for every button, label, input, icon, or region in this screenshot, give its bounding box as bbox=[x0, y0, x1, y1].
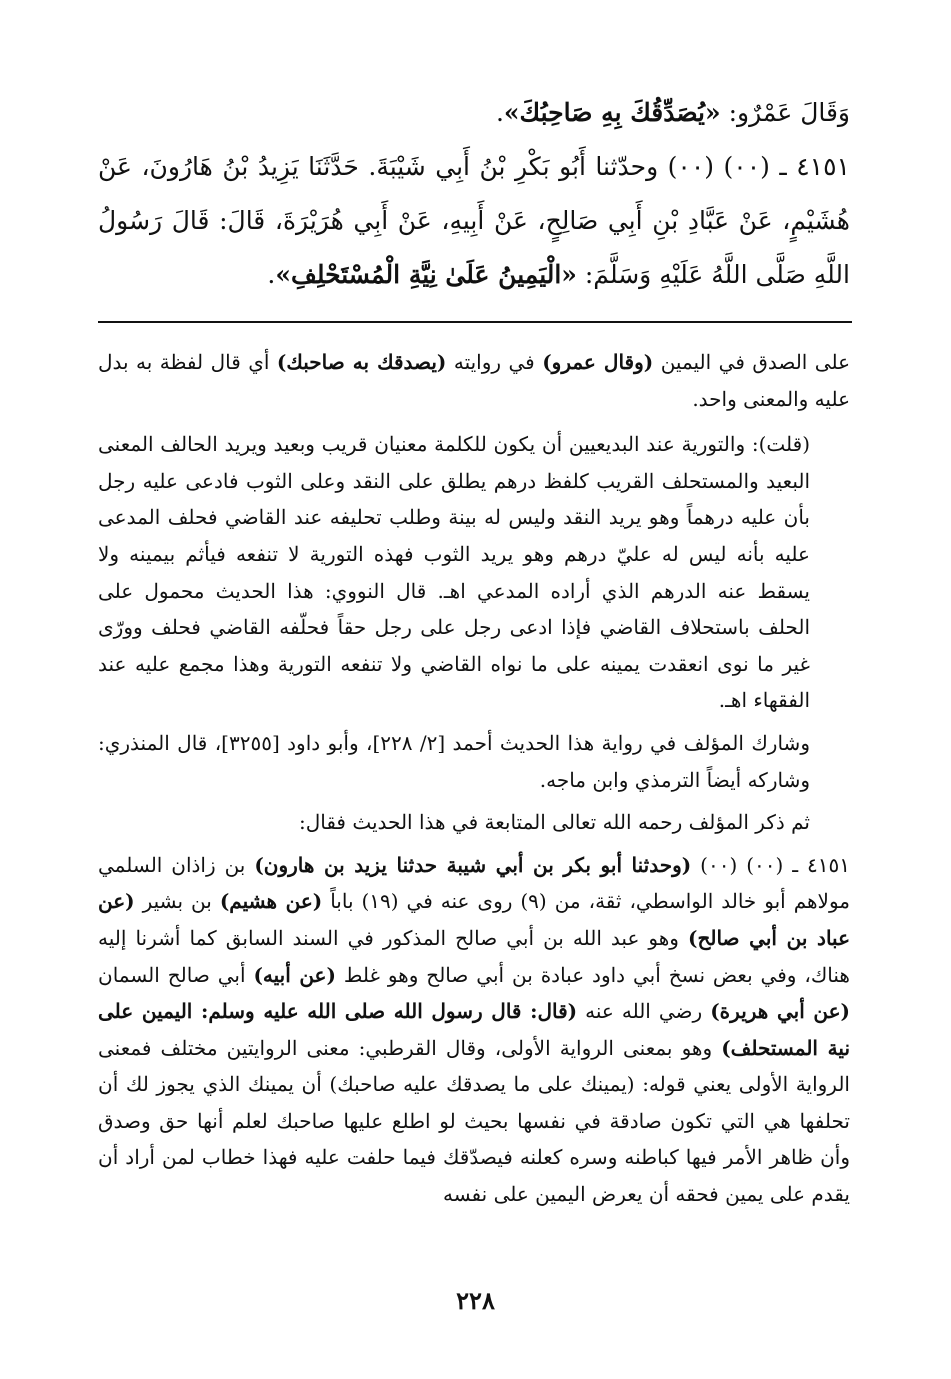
matn-line-amr: وَقَالَ عَمْرٌو: «يُصَدِّقُكَ بِهِ صَاحِبُكَ». bbox=[495, 98, 850, 127]
footnote-separator bbox=[98, 321, 852, 323]
commentary-paragraph-3: وشارك المؤلف في رواية هذا الحديث أحمد [٢/ ٢٢٨]، وأبو داود [٣٢٥٥]، قال المنذري: وشاركه أيضاً الترمذي وابن ماجه. bbox=[98, 730, 810, 792]
commentary-paragraph-1: على الصدق في اليمين (وقال عمرو) في روايته (يصدقك به صاحبك) أي قال لفظة به بدل عليه والمعنى واحد. bbox=[98, 350, 851, 411]
commentary-block bbox=[98, 344, 850, 1213]
matn-hadith-quote: «الْيَمِينُ عَلَىٰ نِيَّةِ الْمُسْتَحْلِفِ» bbox=[275, 260, 577, 289]
matn-hadith-4151: ٤١٥١ ـ (٠٠) (٠٠) وحدّثنا أَبُو بَكْرِ بْنُ أَبِي شَيْبَةَ. حَدَّثَنَا يَزِيدُ بْنُ هَارُونَ، عَنْ هُشَيْمٍ، عَنْ عَبَّادِ بْنِ أَبِي صَالِحٍ، عَنْ أَبِيهِ، عَنْ أَبِي هُرَيْرَةَ، قَالَ: قَالَ رَسُولُ اللَّهِ صَلَّى اللَّهُ عَلَيْهِ وَسَلَّمَ: «الْيَمِينُ عَلَىٰ نِيَّةِ الْمُسْتَحْلِفِ». bbox=[98, 152, 850, 289]
page-number: ٢٢٨ bbox=[456, 1286, 495, 1315]
hadith-text-block bbox=[98, 86, 850, 302]
commentary-paragraph-4: ثم ذكر المؤلف رحمه الله تعالى المتابعة في هذا الحديث فقال: bbox=[298, 810, 810, 835]
commentary-paragraph-2: (قلت): والتورية عند البديعيين أن يكون للكلمة معنيان قريب وبعيد ويريد الحالف المعنى البعيد والمستحلف القريب كلفظ درهم يطلق على النقد وعلى الثوب فادعى عليه رجل بأن عليه درهماً وهو يريد النقد وليس له بينة وطلب تحليفه عند القاضي فحلف المدعى عليه بأنه ليس له عليّ درهم وهو يريد الثوب فهذه التورية لا تنفعه فيأثم بيمينه ولا يسقط عنه الدرهم الذي أراده المدعي اهـ. قال النووي: هذا الحديث محمول على الحلف باستحلاف القاضي فإذا ادعى رجل على رجل حقاً فحلّفه القاضي فحلف وورّى غير ما نوى انعقدت يمينه على ما نواه القاضي ولا تنفعه التورية وهذا مجمع عليه عند الفقهاء اهـ. bbox=[98, 432, 810, 713]
matn-quote: «يُصَدِّقُكَ بِهِ صَاحِبُكَ» bbox=[503, 98, 721, 127]
commentary-paragraph-5: ٤١٥١ ـ (٠٠) (٠٠) (وحدثنا أبو بكر بن أبي شيبة حدثنا يزيد بن هارون) بن زاذان السلمي مولاهم أبو خالد الواسطي، ثقة، من (٩) روى عنه في (١٩) باباً (عن هشيم) بن بشير (عن عباد بن أبي صالح) وهو عبد الله بن أبي صالح المذكور في السند السابق كما أشرنا إليه هناك، وفي بعض نسخ أبي داود عبادة بن أبي صالح وهو غلط (عن أبيه) أبي صالح السمان (عن أبي هريرة) رضي الله عنه (قال: قال رسول الله صلى الله عليه وسلم: اليمين على نية المستحلف) وهو بمعنى الرواية الأولى، وقال القرطبي: معنى الروايتين مختلف فمعنى الرواية الأولى يعني قوله: (يمينك على ما يصدقك عليه صاحبك) أن يمينك الذي يجوز لك أن تحلفها هي التي تكون صادقة في نفسها بحيث لو اطلع عليها صاحبك لعلم أنها حق وصدق وأن ظاهر الأمر فيها كباطنه وسره كعلنه فيصدّقك فيما حلفت عليه فهذا خطاب لمن أراد أن يقدم على يمين فحقه أن يعرض اليمين على نفسه bbox=[98, 852, 851, 1207]
